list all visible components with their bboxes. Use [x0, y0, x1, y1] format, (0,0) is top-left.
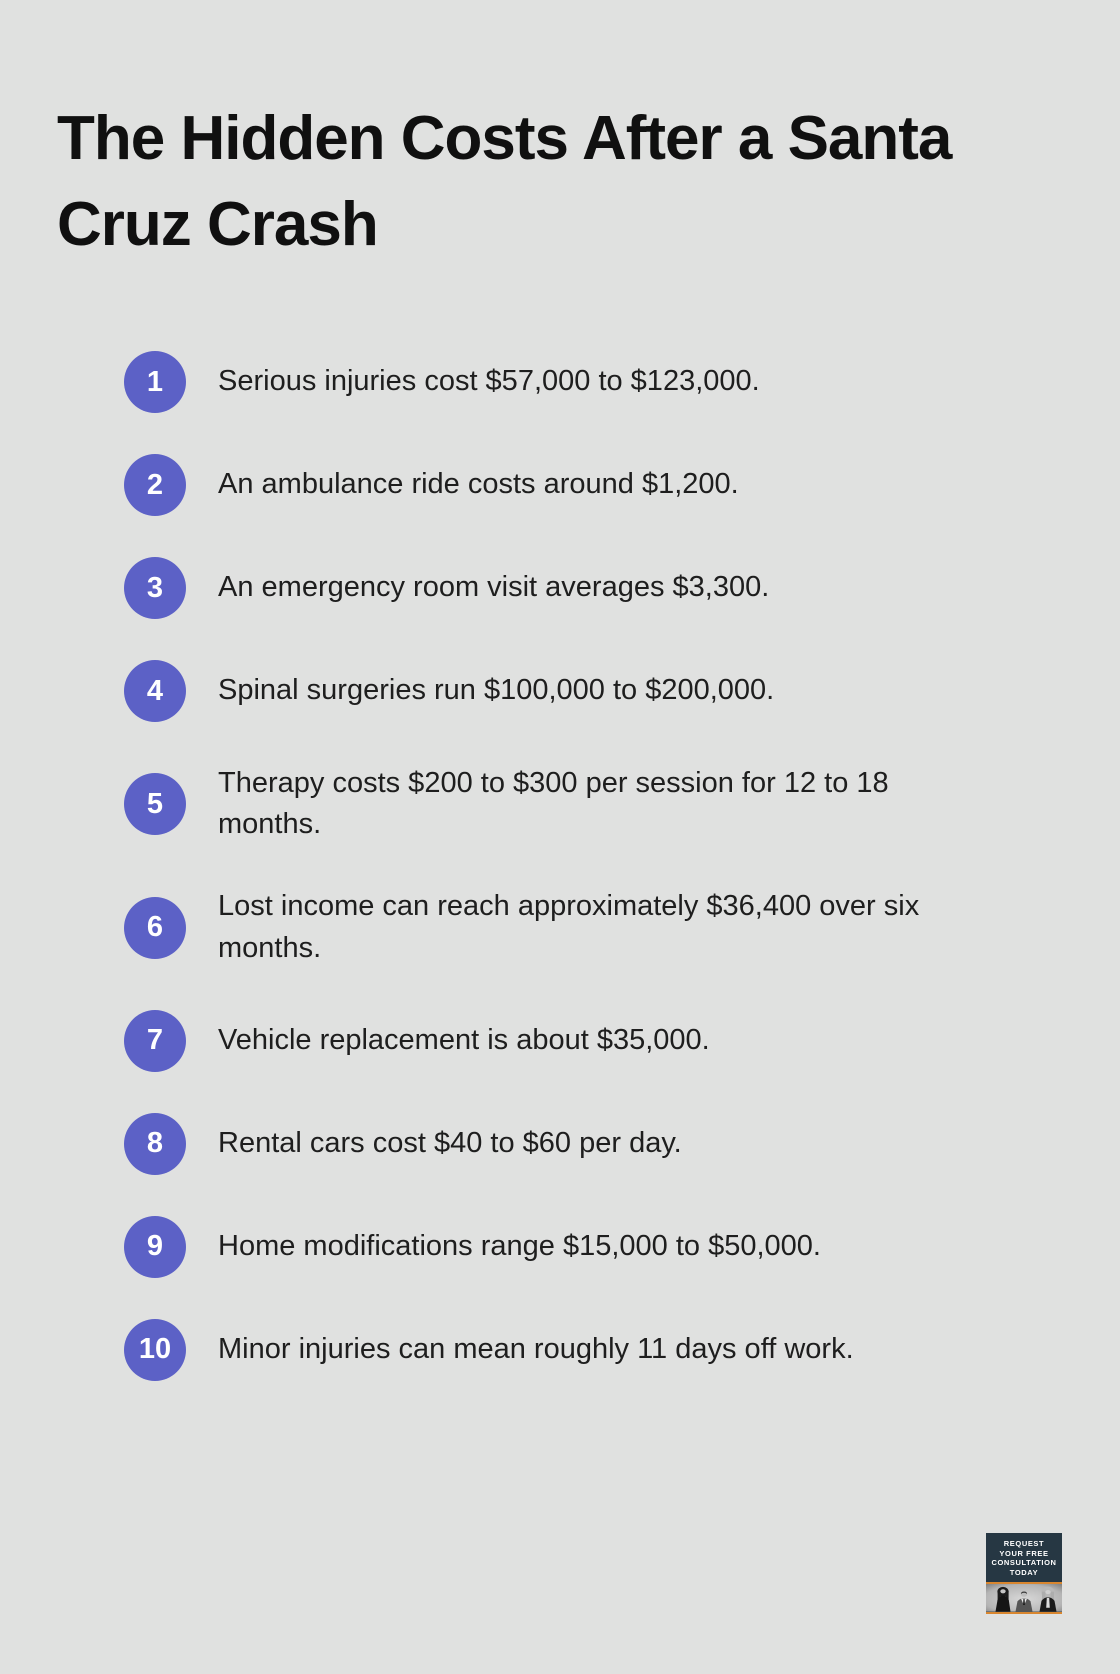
list-item: [124, 557, 1004, 619]
number-badge: [124, 351, 186, 413]
list-item: [124, 351, 1004, 413]
number-badge-label: 8: [146, 1127, 164, 1160]
consultation-badge-lines: [986, 1533, 1062, 1582]
accent-divider-bottom: [986, 1612, 1062, 1614]
list-item: [124, 454, 1004, 516]
list-item-text: Minor injuries can mean roughly 11 days off work.: [218, 1333, 854, 1366]
number-badge: [124, 660, 186, 722]
number-badge-label: 5: [146, 787, 164, 820]
list-item: [124, 1010, 1004, 1072]
number-badge: [124, 454, 186, 516]
list-item: [124, 1113, 1004, 1175]
list-item-text: Serious injuries cost $57,000 to $123,000.: [218, 365, 760, 398]
consultation-badge-line: TODAY: [1009, 1567, 1039, 1577]
number-badge-label: 10: [138, 1333, 172, 1366]
number-badge-label: 9: [146, 1230, 164, 1263]
list-item: [124, 763, 1004, 845]
number-badge: [124, 773, 186, 835]
list-item: [124, 1319, 1004, 1381]
consultation-badge-line: CONSULTATION: [991, 1558, 1057, 1568]
list-item-text: Home modifications range $15,000 to $50,000.: [218, 1230, 821, 1263]
number-badge-label: 7: [146, 1024, 164, 1057]
number-badge-label: 1: [146, 365, 164, 398]
number-badge: [124, 1010, 186, 1072]
list-item-text: Rental cars cost $40 to $60 per day.: [218, 1127, 682, 1160]
number-badge: [124, 1216, 186, 1278]
number-badge-label: 4: [146, 674, 164, 707]
list-item-text: Vehicle replacement is about $35,000.: [218, 1024, 710, 1057]
consultation-badge-line: REQUEST: [1003, 1539, 1045, 1548]
page-title: The Hidden Costs After a Santa Cruz Crash: [57, 104, 952, 259]
list-item-text: Spinal surgeries run $100,000 to $200,000.: [218, 674, 775, 707]
list-item: [124, 886, 1004, 968]
list-item-text: An emergency room visit averages $3,300.: [218, 571, 770, 604]
list-item: [124, 660, 1004, 722]
list-item: [124, 1216, 1004, 1278]
number-badge-label: 3: [146, 571, 164, 604]
cost-list: [124, 351, 1004, 1381]
list-item-text: Lost income can reach approximately $36,400 over six months.: [218, 890, 920, 964]
number-badge: [124, 1113, 186, 1175]
list-item-text: Therapy costs $200 to $300 per session for 12 to 18 months.: [218, 767, 889, 841]
number-badge-label: 6: [146, 911, 164, 944]
consultation-badge[interactable]: [986, 1533, 1062, 1614]
number-badge-label: 2: [146, 468, 164, 501]
number-badge: [124, 1319, 186, 1381]
number-badge: [124, 557, 186, 619]
three-attorneys-photo: [986, 1584, 1062, 1612]
consultation-badge-line: YOUR FREE: [999, 1548, 1049, 1558]
list-item-text: An ambulance ride costs around $1,200.: [218, 468, 739, 501]
number-badge: [124, 897, 186, 959]
